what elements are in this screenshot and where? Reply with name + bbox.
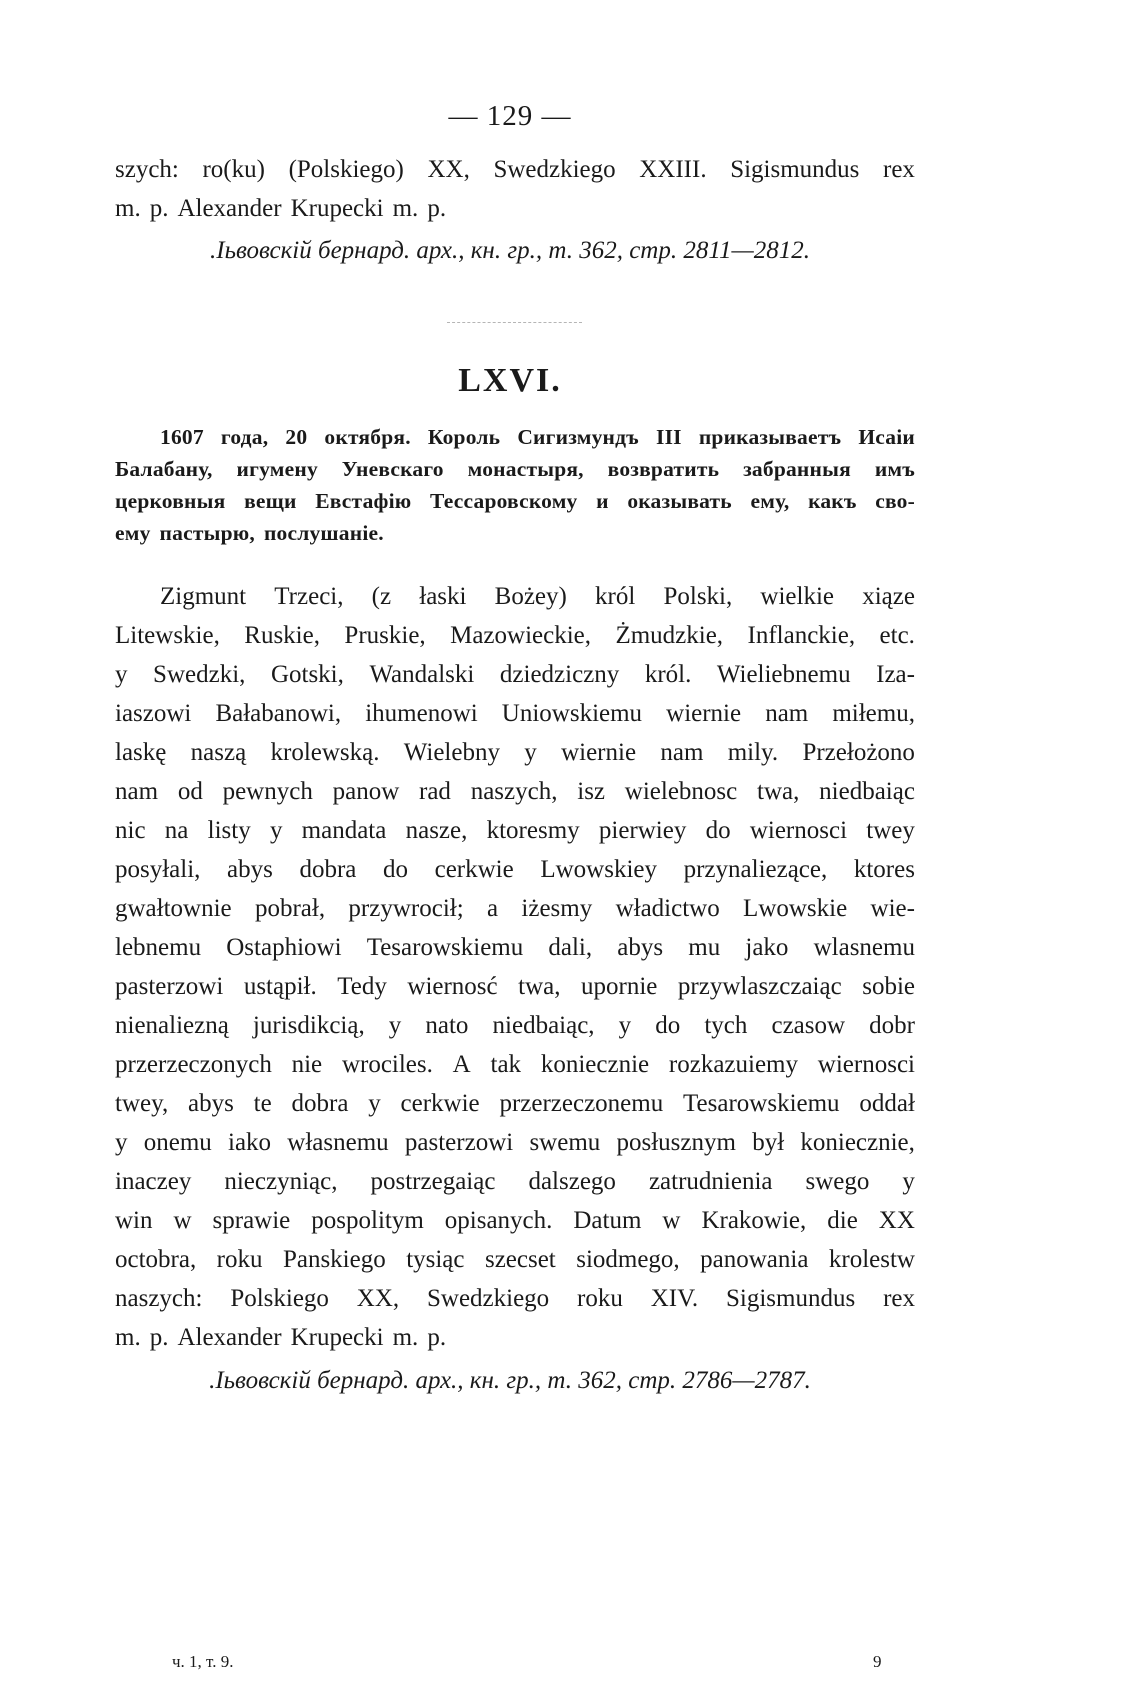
text-line: [115, 850, 915, 889]
word: przerzeczonych: [115, 1051, 272, 1078]
word: lebnemu: [115, 934, 202, 961]
text-line: [115, 1279, 915, 1318]
word: niedbaiąc: [819, 778, 915, 805]
word: król: [595, 583, 636, 610]
word: wlasnemu: [813, 934, 915, 961]
word: (z: [371, 583, 392, 610]
word: p.: [149, 1324, 169, 1351]
word: Krupecki: [290, 1324, 384, 1351]
word: Уневскаго: [341, 457, 444, 481]
word: 1607: [160, 425, 204, 449]
word: etc.: [879, 622, 915, 649]
word: Sigismundus: [730, 156, 860, 183]
word: iako: [228, 1129, 272, 1156]
text-line: [115, 967, 915, 1006]
word: Alexander: [177, 195, 282, 222]
word: nienaliezną: [115, 1012, 229, 1039]
word: naszych:: [115, 1285, 203, 1312]
word: игумену: [236, 457, 318, 481]
word: panow: [332, 778, 400, 805]
word: tych: [704, 1012, 748, 1039]
word: Балабану,: [115, 457, 213, 481]
word: Bożey): [494, 583, 567, 610]
word: twa,: [518, 973, 561, 1000]
word: Inflanckie,: [747, 622, 856, 649]
word: pobrał,: [254, 895, 326, 922]
word: p.: [427, 1324, 447, 1351]
word: sprawie: [212, 1207, 291, 1234]
word: do: [383, 856, 408, 883]
word: Panskiego: [282, 1246, 386, 1273]
word: Lwowskie: [743, 895, 848, 922]
text-line: [115, 421, 915, 453]
word: Sigismundus: [726, 1285, 856, 1312]
word: nie: [291, 1051, 323, 1078]
word: dobra: [291, 1090, 349, 1117]
word: pasterzowi: [404, 1129, 514, 1156]
word: mu: [688, 934, 721, 961]
word: naszych,: [470, 778, 558, 805]
sheet-number: 9: [873, 1652, 882, 1671]
word: twey,: [115, 1090, 169, 1117]
word: iżesmy: [521, 895, 593, 922]
text-line: [115, 150, 915, 189]
word: Ruskie,: [244, 622, 320, 649]
word: III: [656, 425, 682, 449]
text-line: [115, 577, 915, 616]
word: szych:: [115, 156, 179, 183]
word: Swedzkiego: [493, 156, 616, 183]
word: церковныя: [115, 489, 226, 513]
word: wiernosci: [749, 817, 848, 844]
word: przynaliezące,: [683, 856, 828, 883]
word: pewnych: [222, 778, 313, 805]
word: y: [388, 1012, 402, 1039]
word: jurisdikcią,: [252, 1012, 365, 1039]
text-line: [115, 1240, 915, 1279]
word: ro(ku): [202, 156, 265, 183]
word: isz: [577, 778, 606, 805]
word: upornie: [581, 973, 658, 1000]
word: ktores: [853, 856, 915, 883]
word: пастырю,: [159, 521, 255, 545]
word: cerkwie: [434, 856, 514, 883]
word: Сигизмундъ: [517, 425, 639, 449]
printer-signature: ч. 1, т. 9.: [172, 1652, 234, 1671]
word: dziedziczny: [499, 661, 620, 688]
word: (Polskiego): [288, 156, 404, 183]
word: wie-: [870, 895, 915, 922]
word: Tesarowskiemu: [683, 1090, 840, 1117]
word: wiernie: [561, 739, 637, 766]
word: postrzegaiąc: [370, 1168, 496, 1195]
text-line: [115, 1123, 915, 1162]
word: приказываетъ: [698, 425, 842, 449]
word: twey: [866, 817, 915, 844]
word: nieczyniąc,: [224, 1168, 338, 1195]
word: XXIII.: [639, 156, 707, 183]
word: m.: [392, 1324, 419, 1351]
word: y: [115, 661, 128, 688]
word: roku: [577, 1285, 623, 1312]
text-line: [115, 772, 915, 811]
word: XIV.: [650, 1285, 699, 1312]
word: Datum: [573, 1207, 642, 1234]
word: Alexander: [177, 1324, 282, 1351]
word: Uniowskiemu: [501, 700, 643, 727]
word: zatrudnienia: [648, 1168, 773, 1195]
word: onemu: [143, 1129, 212, 1156]
word: pasterzowi: [115, 973, 224, 1000]
word: Король: [427, 425, 501, 449]
text-line: [115, 655, 915, 694]
word: m.: [115, 1324, 141, 1351]
word: 20: [285, 425, 308, 449]
word: Евстафію: [315, 489, 412, 513]
text-line: [115, 1318, 915, 1357]
word: łaski: [419, 583, 467, 610]
word: сво-: [875, 489, 915, 513]
word: przerzeczonemu: [499, 1090, 664, 1117]
word: послушаніе.: [263, 521, 384, 545]
word: y: [368, 1090, 381, 1117]
word: niedbaiąc,: [492, 1012, 595, 1039]
word: ustąpił.: [243, 973, 317, 1000]
word: przywlaszczaiąc: [677, 973, 842, 1000]
word: Tedy: [337, 973, 387, 1000]
document-summary: [115, 421, 915, 549]
word: Gotski,: [270, 661, 344, 688]
text-line: [115, 811, 915, 850]
word: оказывать: [627, 489, 732, 513]
text-line: [115, 616, 915, 655]
word: какъ: [808, 489, 857, 513]
word: монастыря,: [467, 457, 584, 481]
word: octobra,: [115, 1246, 197, 1273]
text-line: [115, 889, 915, 928]
word: p.: [427, 195, 447, 222]
word: król.: [644, 661, 692, 688]
word: Исаіи: [858, 425, 915, 449]
text-line: [115, 1201, 915, 1240]
word: te: [253, 1090, 272, 1117]
word: twa,: [757, 778, 800, 805]
word: ему: [115, 521, 151, 545]
word: dalszego: [528, 1168, 616, 1195]
word: rex: [883, 1285, 915, 1312]
word: Wandalski: [369, 661, 475, 688]
word: w: [662, 1207, 681, 1234]
word: и: [596, 489, 609, 513]
word: die: [827, 1207, 858, 1234]
word: koniecznie,: [800, 1129, 915, 1156]
word: Żmudzkie,: [615, 622, 724, 649]
text-line: [115, 733, 915, 772]
word: Ostaphiowi: [226, 934, 342, 961]
word: swego: [805, 1168, 870, 1195]
word: tysiąc: [406, 1246, 465, 1273]
text-line: [115, 517, 915, 549]
word: wielebnosc: [624, 778, 738, 805]
word: nato: [425, 1012, 469, 1039]
word: nic: [115, 817, 146, 844]
word: cerkwie: [400, 1090, 480, 1117]
word: dobr: [869, 1012, 915, 1039]
word: Pruskie,: [344, 622, 426, 649]
word: abys: [188, 1090, 234, 1117]
word: вещи: [244, 489, 297, 513]
word: года,: [220, 425, 269, 449]
word: od: [177, 778, 203, 805]
word: Tesarowskiemu: [366, 934, 524, 961]
word: rozkazuiemy: [668, 1051, 799, 1078]
word: win: [115, 1207, 153, 1234]
word: rad: [419, 778, 451, 805]
word: y: [618, 1012, 632, 1039]
word: XX,: [427, 156, 470, 183]
word: iaszowi: [115, 700, 192, 727]
word: nam: [115, 778, 159, 805]
text-line: [115, 928, 915, 967]
word: laskę: [115, 739, 167, 766]
word: jako: [745, 934, 789, 961]
word: koniecznie: [540, 1051, 650, 1078]
word: Przełożono: [802, 739, 915, 766]
word: do: [655, 1012, 681, 1039]
word: y: [115, 1129, 128, 1156]
word: Bałabanowi,: [215, 700, 342, 727]
word: Litewskie,: [115, 622, 220, 649]
word: inaczey: [115, 1168, 192, 1195]
word: do: [705, 817, 731, 844]
word: przywrocił;: [348, 895, 464, 922]
word: Krupecki: [290, 195, 384, 222]
word: krolestw: [828, 1246, 915, 1273]
word: na: [164, 817, 189, 844]
word: wielkie: [760, 583, 835, 610]
word: wiernie: [666, 700, 742, 727]
word: забранныя: [743, 457, 851, 481]
text-line: [115, 485, 915, 517]
word: Тессаровскому: [430, 489, 578, 513]
archive-citation-1: .Iьвовскій бернард. арх., кн. гр., т. 362, стр. 2811—2812.: [210, 237, 810, 264]
word: opisanych.: [444, 1207, 553, 1234]
word: Wieliebnemu: [716, 661, 851, 688]
word: m.: [392, 195, 419, 222]
section-heading: LXVI.: [458, 362, 562, 399]
word: abys: [227, 856, 273, 883]
word: pierwiey: [598, 817, 687, 844]
word: posyłali,: [115, 856, 201, 883]
word: abys: [617, 934, 664, 961]
word: возвратить: [607, 457, 720, 481]
word: wiernosć: [407, 973, 498, 1000]
word: wrociles.: [341, 1051, 433, 1078]
word: Lwowskiey: [540, 856, 657, 883]
word: siodmego,: [576, 1246, 680, 1273]
page-number: — 129 —: [448, 100, 572, 132]
word: posłusznym: [616, 1129, 736, 1156]
word: naszą: [190, 739, 247, 766]
word: Swedzki,: [153, 661, 246, 688]
word: Swedzkiego: [426, 1285, 550, 1312]
word: p.: [149, 195, 169, 222]
word: Krakowie,: [701, 1207, 807, 1234]
text-line: [115, 694, 915, 733]
word: XX: [878, 1207, 915, 1234]
word: ему,: [750, 489, 790, 513]
archive-citation-2: .Iьвовскій бернард. арх., кн. гр., т. 362, стр. 2786—2787.: [209, 1367, 811, 1394]
separator-rule: [447, 322, 582, 323]
word: mily.: [727, 739, 779, 766]
word: w: [173, 1207, 192, 1234]
word: Mazowieckie,: [450, 622, 592, 649]
word: xiąze: [862, 583, 915, 610]
word: dali,: [548, 934, 593, 961]
word: Trzeci,: [274, 583, 344, 610]
word: mandata: [301, 817, 387, 844]
word: roku: [216, 1246, 263, 1273]
word: krolewską.: [270, 739, 380, 766]
text-line: [115, 189, 915, 228]
word: miłemu,: [832, 700, 915, 727]
text-line: [115, 1162, 915, 1201]
word: nam: [765, 700, 809, 727]
text-line: [115, 1006, 915, 1045]
word: y: [269, 817, 283, 844]
word: a: [486, 895, 499, 922]
word: Wielebny: [403, 739, 500, 766]
continued-text: [115, 150, 915, 228]
word: A: [452, 1051, 471, 1078]
word: Polski,: [663, 583, 733, 610]
word: nasze,: [405, 817, 468, 844]
word: swemu: [529, 1129, 601, 1156]
word: Polskiego: [230, 1285, 329, 1312]
word: szecset: [484, 1246, 556, 1273]
word: własnemu: [287, 1129, 389, 1156]
word: był: [752, 1129, 785, 1156]
text-line: [115, 1084, 915, 1123]
word: rex: [883, 156, 915, 183]
word: Iza-: [876, 661, 915, 688]
word: czasow: [771, 1012, 846, 1039]
word: dobra: [299, 856, 357, 883]
document-body: [115, 577, 915, 1357]
word: Zigmunt: [160, 583, 247, 610]
word: y: [524, 739, 537, 766]
word: wiernosci: [817, 1051, 915, 1078]
word: pospolitym: [311, 1207, 424, 1234]
word: октября.: [324, 425, 411, 449]
word: gwałtownie: [115, 895, 232, 922]
text-line: [115, 1045, 915, 1084]
word: panowania: [700, 1246, 809, 1273]
word: y: [902, 1168, 915, 1195]
word: m.: [115, 195, 141, 222]
word: oddał: [859, 1090, 915, 1117]
word: ihumenowi: [365, 700, 478, 727]
word: tak: [490, 1051, 522, 1078]
text-line: [115, 453, 915, 485]
word: имъ: [874, 457, 915, 481]
word: władictwo: [615, 895, 720, 922]
word: sobie: [862, 973, 915, 1000]
word: nam: [660, 739, 704, 766]
word: listy: [207, 817, 251, 844]
word: ktoresmy: [486, 817, 580, 844]
word: XX,: [356, 1285, 400, 1312]
